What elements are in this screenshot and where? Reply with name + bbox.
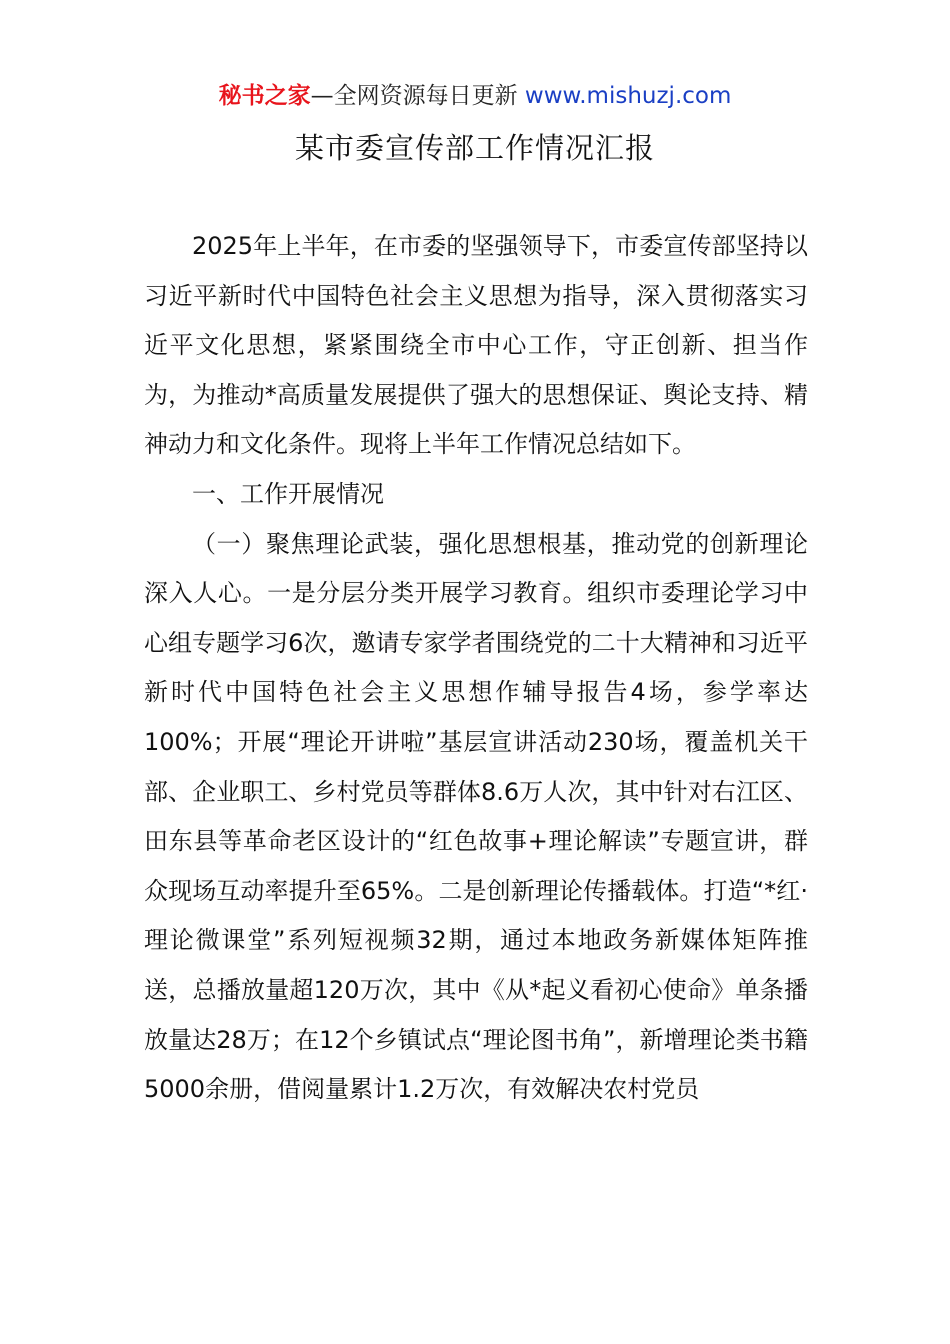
document-body	[144, 222, 808, 1115]
intro-paragraph: 2025年上半年，在市委的坚强领导下，市委宣传部坚持以习近平新时代中国特色社会主义思想为指导，深入贯彻落实习近平文化思想，紧紧围绕全市中心工作，守正创新、担当作为，为推动*高质量发展提供了强大的思想保证、舆论支持、精神动力和文化条件。现将上半年工作情况总结如下。	[144, 232, 808, 459]
site-brand: 秘书之家	[218, 83, 311, 109]
section-heading: 一、工作开展情况	[192, 479, 384, 508]
document-title: 某市委宣传部工作情况汇报	[294, 131, 655, 165]
site-tagline: —全网资源每日更新	[310, 83, 518, 109]
site-url: www.mishuzj.com	[524, 83, 732, 109]
site-watermark-header	[0, 82, 950, 110]
body-paragraph: （一）聚焦理论武装，强化思想根基，推动党的创新理论深入人心。一是分层分类开展学习教育。组织市委理论学习中心组专题学习6次，邀请专家学者围绕党的二十大精神和习近平新时代中国特色社会主义思想作辅导报告4场，参学率达100%；开展“理论开讲啦”基层宣讲活动230场，覆盖机关干部、企业职工、乡村党员等群体8.6万人次，其中针对右江区、田东县等革命老区设计的“红色故事+理论解读”专题宣讲，群众现场互动率提升至65%。二是创新理论传播载体。打造“*红·理论微课堂”系列短视频32期，通过本地政务新媒体矩阵推送，总播放量超120万次，其中《从*起义看初心使命》单条播放量达28万；在12个乡镇试点“理论图书角”，新增理论类书籍5000余册，借阅量累计1.2万次，有效解决农村党员	[144, 529, 808, 1104]
